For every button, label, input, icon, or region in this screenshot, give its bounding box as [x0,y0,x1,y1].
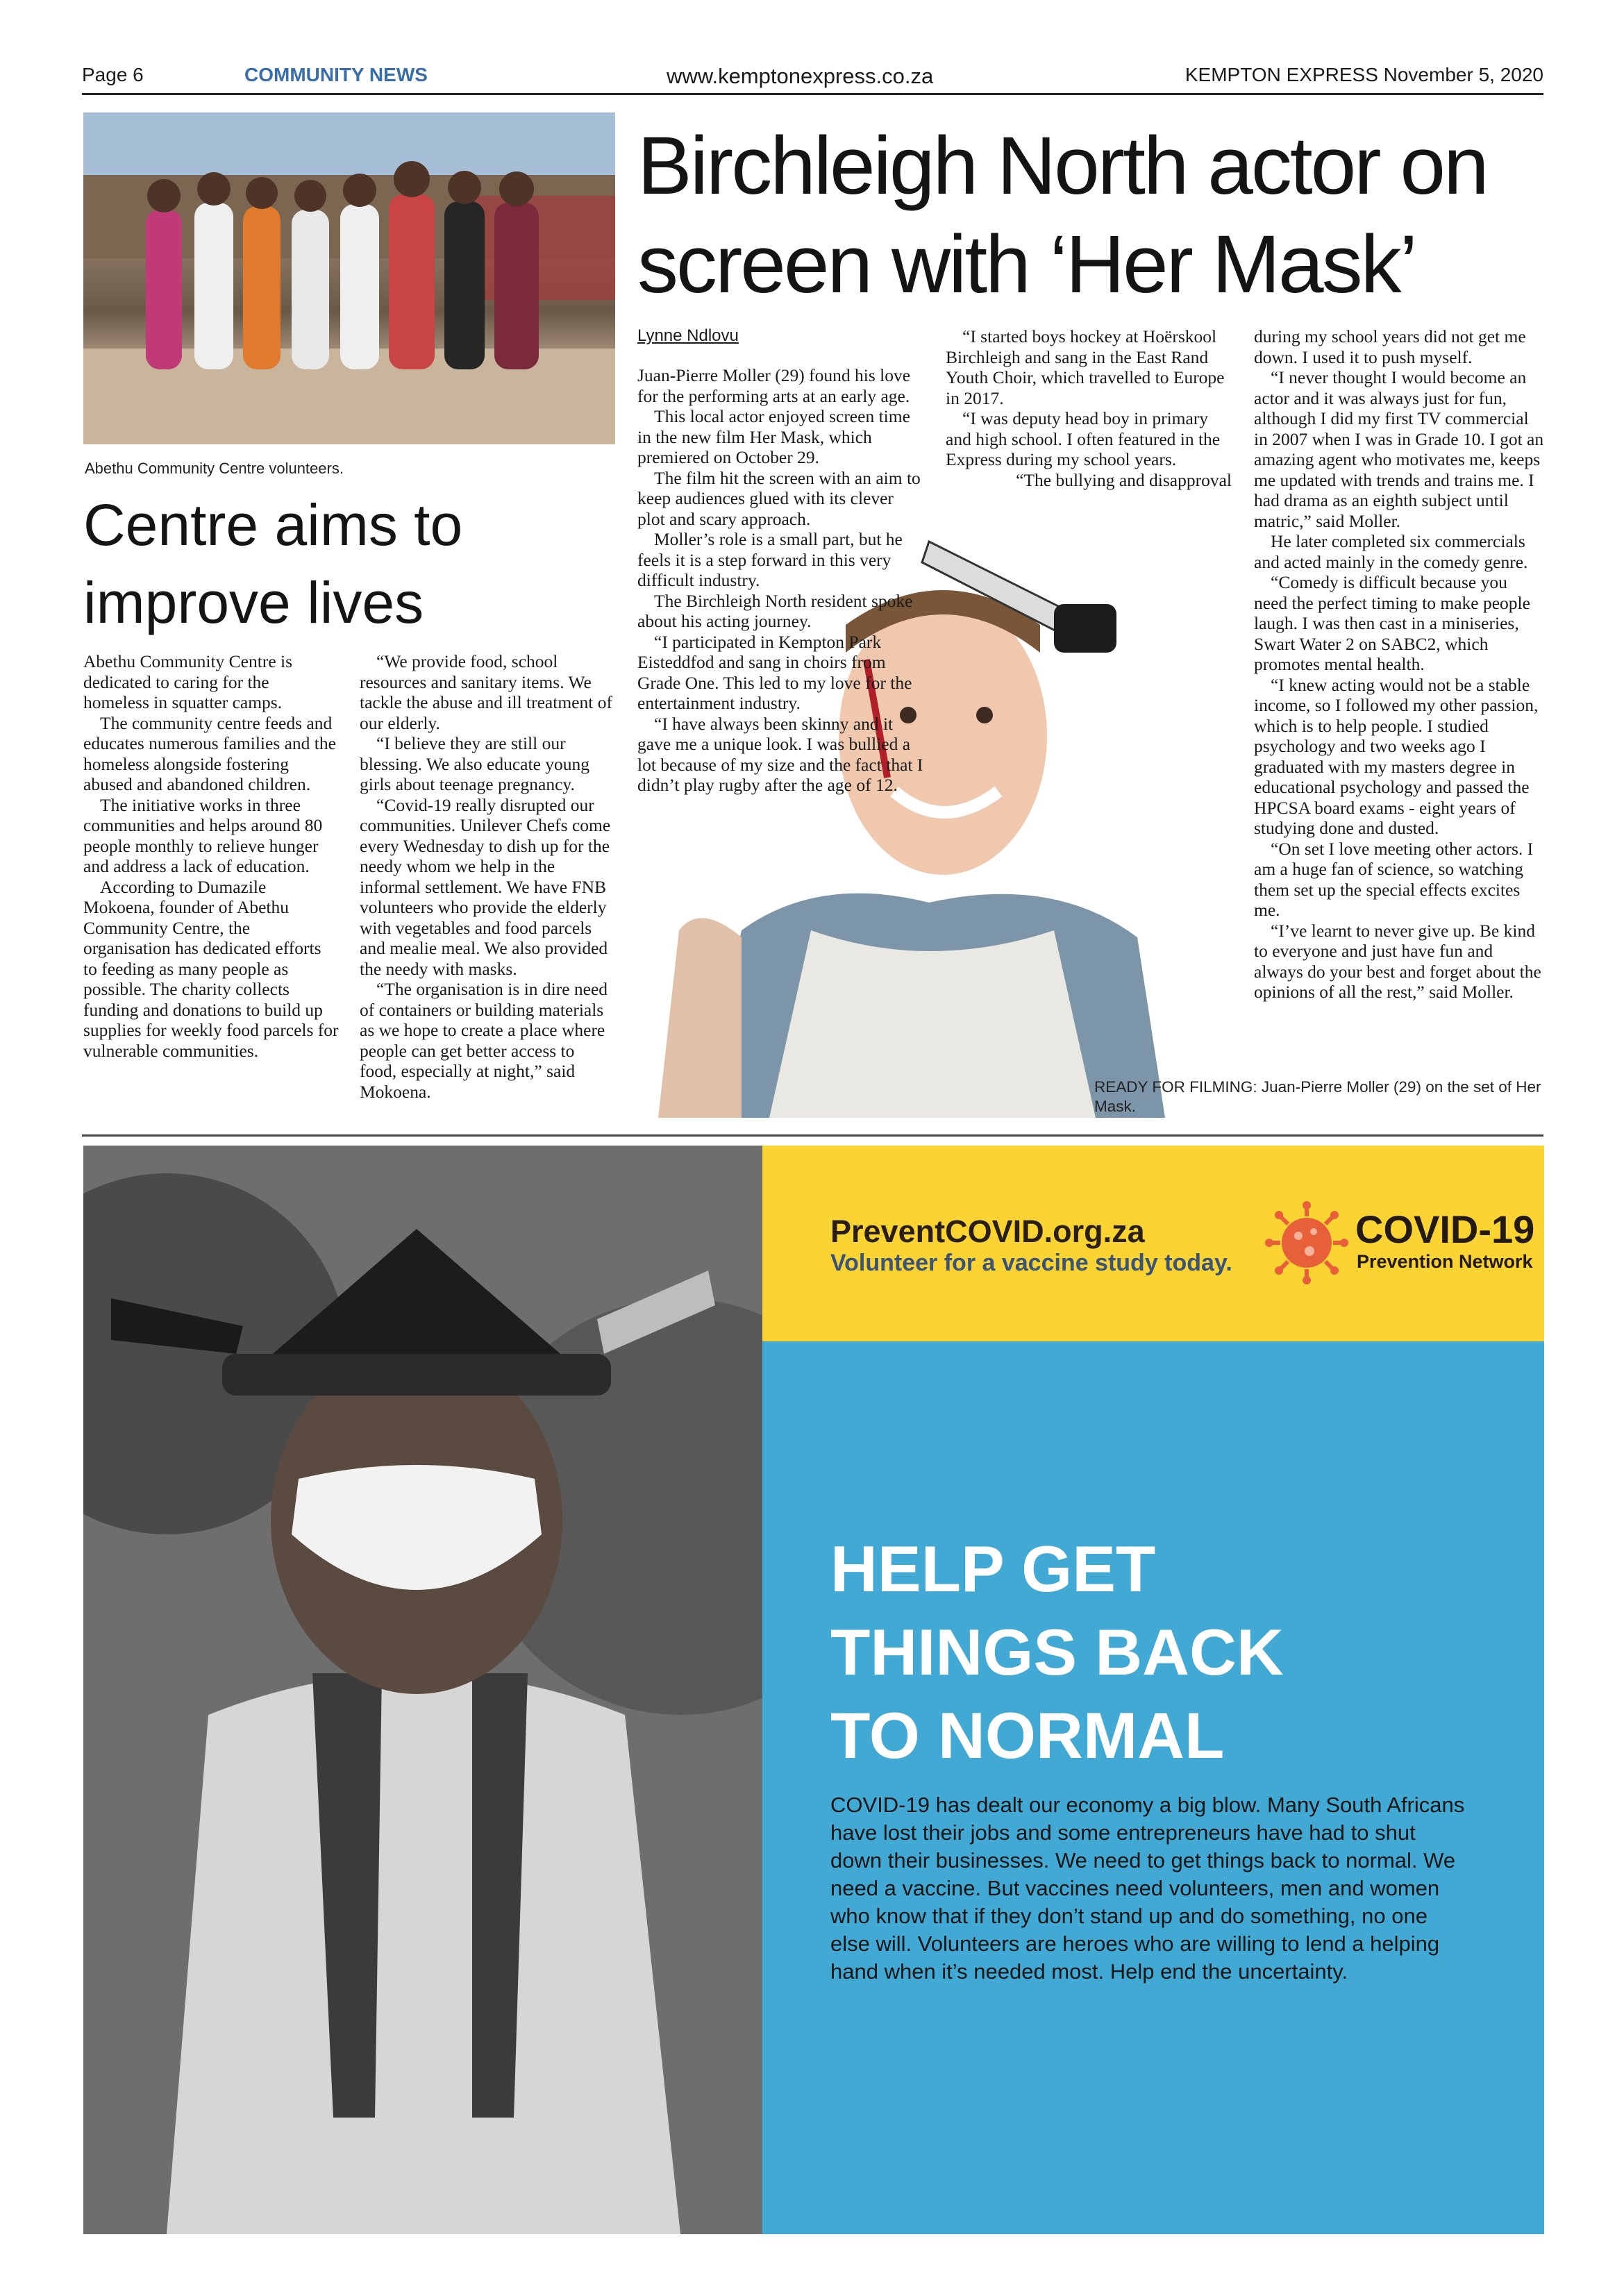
paragraph: “I was deputy head boy in primary and high school. I often featured in the Express during my school years. [946,408,1221,469]
paragraph: “The bullying and disapproval [1016,469,1232,490]
paragraph: during my school years did not get me down. I used it to push myself. [1254,326,1526,367]
ad-headline-line: HELP GET [830,1532,1156,1605]
ad-man-illustration [83,1146,762,2234]
paragraph: “I started boys hockey at Hoërskool Birchleigh and sang in the East Rand Youth Choir, which travelled to Europe in 2017. [946,326,1225,408]
centre-column-2 [360,651,615,1102]
actor-column-2 [946,326,1232,490]
paragraph: “We provide food, school resources and sanitary items. We tackle the abuse and ill treatment of our elderly. [360,651,612,733]
paragraph: “Comedy is difficult because you need the perfect timing to make people laugh. I was then cast in a miniseries, Swart Water 2 on SABC2, which promotes mental health. [1254,572,1530,674]
paragraph: The film hit the screen with an aim to keep audiences glued with its clever plot and scary approach. [637,467,921,529]
volunteers-caption: Abethu Community Centre volunteers. [85,460,344,477]
paragraph: The initiative works in three communities and helps around 80 people monthly to relieve hunger and address a lack of education. [83,794,323,876]
ad-body-text: COVID-19 has dealt our economy a big blow. Many South Africans have lost their jobs and some entrepreneurs have had to shut down their businesses. We need to get things back to normal. We need a vaccine. But vaccines need volunteers, men and women who know that if they don’t stand up and do something, no one else will. Volunteers are heroes who are willing to lend a helping hand when it’s needed most. Help end the uncertainty. [830,1793,1465,1984]
paragraph: “I believe they are still our blessing. We also educate young girls about teenage pregnancy. [360,733,590,794]
paragraph: “I never thought I would become an actor and it was always just for fun, although I did my first TV commercial in 2007 when I was in Grade 10. I got an amazing agent who motivates me, keeps me updated with trends and trains me. I had drama as an eighth subject until matric,” said Moller. [1254,367,1544,531]
actor-caption: READY FOR FILMING: Juan-Pierre Moller (29) on the set of Her Mask. [1094,1078,1541,1115]
centre-headline: Centre aims to improve lives [83,492,463,635]
ad-tagline: Volunteer for a vaccine study today. [830,1250,1232,1276]
page-number: Page 6 [82,64,144,85]
paragraph: “I participated in Kempton Park Eisteddfod and sang in choirs from Grade One. This led to my love for the entertainment industry. [637,631,912,713]
logo-subtitle: Prevention Network [1357,1251,1533,1272]
paragraph: “On set I love meeting other actors. I am a huge fan of science, so watching them set up the special effects excites me. [1254,838,1534,920]
ad-blue-panel [762,1341,1544,2234]
paragraph: According to Dumazile Mokoena, founder of Abethu Community Centre, the organisation has dedicated efforts to feeding as many people as possible. The charity collects funding and donations to build up supplies for weekly food parcels for vulnerable communities. [83,876,339,1061]
ad-headline-line: TO NORMAL [830,1699,1225,1772]
volunteers-photo [83,112,615,444]
paragraph: “Covid-19 really disrupted our communities. Unilever Chefs come every Wednesday to dish up for the needy whom we help in the informal settlement. We have FNB volunteers who provide the elderly with vegetables and food parcels and mealie meal. We also provided the needy with masks. [360,794,611,979]
paragraph: Juan-Pierre Moller (29) found his love for the performing arts at an early age. [637,365,911,406]
ad-headline-line: THINGS BACK [830,1616,1284,1689]
paragraph: Abethu Community Centre is dedicated to caring for the homeless in squatter camps. [83,651,293,712]
paper-name-date: KEMPTON EXPRESS November 5, 2020 [1184,64,1543,85]
actor-column-3 [1254,326,1544,1003]
paragraph: “I’ve learnt to never give up. Be kind to everyone and just have fun and always do your best and forget about the opinions of all the rest,” said Moller. [1254,920,1541,1002]
ad-website-link[interactable]: PreventCOVID.org.za [830,1214,1145,1249]
paragraph: “I knew acting would not be a stable income, so I followed my other passion, which is to help people. I studied psychology and two weeks ago I graduated with my masters degree in educational psychology and passed the HPCSA board exams - eight years of studying done and dusted. [1254,674,1539,838]
paragraph: The community centre feeds and educates numerous families and the homeless alongside fostering abused and abandoned children. [83,712,336,794]
section-title: COMMUNITY NEWS [244,64,428,85]
header-rule [82,93,1543,95]
ad-photo [83,1146,762,2234]
paragraph: He later completed six commercials and acted mainly in the comedy genre. [1254,531,1528,572]
site-url[interactable]: www.kemptonexpress.co.za [667,64,934,88]
logo-title: COVID-19 [1355,1207,1535,1251]
byline[interactable]: Lynne Ndlovu [637,326,739,345]
volunteers-illustration [83,112,615,444]
paragraph: The Birchleigh North resident spoke about his acting journey. [637,590,913,631]
paragraph: This local actor enjoyed screen time in the new film Her Mask, which premiered on October 29. [637,406,910,467]
ad-headline [830,1527,1511,1777]
centre-column-1 [83,651,339,1061]
paragraph: “I have always been skinny and it gave me a unique look. I was bullied a lot because of my size and the fact that I didn’t play rugby after the age of 12. [637,713,923,795]
virus-logo-icon [1265,1201,1348,1284]
paragraph: Moller’s role is a small part, but he feels it is a step forward in this very difficult industry. [637,529,903,590]
section-rule [82,1134,1543,1137]
actor-column-1 [637,365,923,796]
actor-headline: Birchleigh North actor on screen with ‘Her Mask’ [637,120,1487,310]
paragraph: “The organisation is in dire need of containers or building materials as we hope to create a place where people can get better access to food, especially at night,” said Mokoena. [360,979,608,1102]
